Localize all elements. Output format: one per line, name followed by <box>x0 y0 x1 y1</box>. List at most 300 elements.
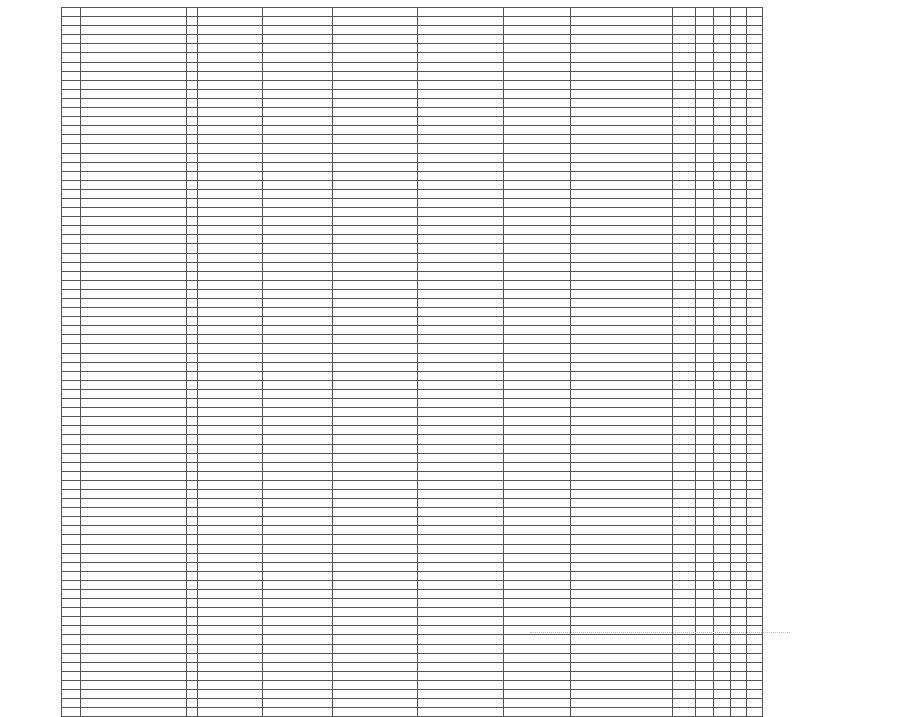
table-cell <box>80 517 186 526</box>
table-cell <box>80 117 186 126</box>
table-cell <box>714 371 730 380</box>
table-cell <box>62 198 81 207</box>
table-cell <box>672 562 695 571</box>
table-cell <box>80 444 186 453</box>
table-cell <box>186 98 198 107</box>
table-cell <box>695 690 714 699</box>
table-cell <box>332 453 418 462</box>
table-cell <box>730 508 746 517</box>
table-cell <box>418 526 504 535</box>
table-cell <box>714 699 730 708</box>
table-row <box>62 226 763 235</box>
table-row <box>62 644 763 653</box>
table-row <box>62 98 763 107</box>
table-cell <box>730 8 746 17</box>
table-cell <box>503 626 570 635</box>
table-cell <box>672 599 695 608</box>
table-cell <box>263 480 332 489</box>
table-cell <box>62 271 81 280</box>
table-cell <box>418 644 504 653</box>
table-cell <box>695 280 714 289</box>
table-cell <box>672 208 695 217</box>
table-cell <box>186 690 198 699</box>
table-cell <box>714 389 730 398</box>
table-cell <box>570 435 672 444</box>
table-cell <box>730 617 746 626</box>
table-cell <box>263 708 332 717</box>
table-row <box>62 8 763 17</box>
table-cell <box>332 308 418 317</box>
table-cell <box>672 453 695 462</box>
table-cell <box>186 144 198 153</box>
table-cell <box>672 362 695 371</box>
table-cell <box>332 244 418 253</box>
table-cell <box>503 517 570 526</box>
table-cell <box>746 499 762 508</box>
table-cell <box>730 544 746 553</box>
table-cell <box>263 571 332 580</box>
table-cell <box>730 89 746 98</box>
table-cell <box>62 26 81 35</box>
table-cell <box>503 526 570 535</box>
table-cell <box>714 471 730 480</box>
table-cell <box>418 153 504 162</box>
table-cell <box>186 235 198 244</box>
table-cell <box>672 17 695 26</box>
table-cell <box>263 499 332 508</box>
table-cell <box>80 153 186 162</box>
table-cell <box>730 71 746 80</box>
table-cell <box>695 180 714 189</box>
table-cell <box>503 171 570 180</box>
table-cell <box>186 62 198 71</box>
table-cell <box>570 480 672 489</box>
table-cell <box>503 217 570 226</box>
table-cell <box>186 289 198 298</box>
table-cell <box>198 408 263 417</box>
table-cell <box>198 680 263 689</box>
table-cell <box>746 17 762 26</box>
table-cell <box>80 671 186 680</box>
table-cell <box>672 462 695 471</box>
table-cell <box>672 144 695 153</box>
table-cell <box>418 44 504 53</box>
table-cell <box>80 317 186 326</box>
table-cell <box>263 135 332 144</box>
table-row <box>62 262 763 271</box>
table-cell <box>80 208 186 217</box>
table-cell <box>186 599 198 608</box>
table-cell <box>62 353 81 362</box>
table-cell <box>198 435 263 444</box>
table-cell <box>332 235 418 244</box>
table-cell <box>186 571 198 580</box>
table-cell <box>332 226 418 235</box>
table-cell <box>570 117 672 126</box>
table-cell <box>746 580 762 589</box>
table-cell <box>730 135 746 144</box>
table-cell <box>332 299 418 308</box>
table-cell <box>570 280 672 289</box>
table-cell <box>695 626 714 635</box>
table-cell <box>80 308 186 317</box>
table-cell <box>62 280 81 289</box>
table-cell <box>746 353 762 362</box>
table-cell <box>714 144 730 153</box>
table-cell <box>570 17 672 26</box>
table-cell <box>332 353 418 362</box>
table-cell <box>332 535 418 544</box>
table-cell <box>746 544 762 553</box>
table-cell <box>714 617 730 626</box>
table-cell <box>730 235 746 244</box>
table-cell <box>332 262 418 271</box>
table-cell <box>746 399 762 408</box>
table-cell <box>198 98 263 107</box>
table-cell <box>730 171 746 180</box>
table-cell <box>570 108 672 117</box>
table-cell <box>730 489 746 498</box>
table-cell <box>62 71 81 80</box>
table-cell <box>695 399 714 408</box>
table-cell <box>695 171 714 180</box>
table-cell <box>503 462 570 471</box>
table-cell <box>672 417 695 426</box>
table-cell <box>503 453 570 462</box>
table-cell <box>570 699 672 708</box>
table-cell <box>730 553 746 562</box>
table-cell <box>263 335 332 344</box>
table-cell <box>672 699 695 708</box>
table-cell <box>418 35 504 44</box>
table-row <box>62 417 763 426</box>
table-cell <box>80 8 186 17</box>
table-cell <box>695 62 714 71</box>
table-cell <box>503 35 570 44</box>
table-cell <box>714 189 730 198</box>
table-cell <box>80 453 186 462</box>
table-cell <box>695 426 714 435</box>
table-cell <box>418 708 504 717</box>
table-cell <box>570 453 672 462</box>
table-cell <box>418 89 504 98</box>
table-cell <box>714 135 730 144</box>
table-cell <box>186 708 198 717</box>
table-cell <box>570 344 672 353</box>
table-cell <box>695 44 714 53</box>
table-cell <box>730 599 746 608</box>
table-cell <box>186 126 198 135</box>
table-cell <box>62 690 81 699</box>
table-cell <box>714 71 730 80</box>
table-cell <box>80 508 186 517</box>
table-cell <box>730 262 746 271</box>
table-cell <box>263 62 332 71</box>
table-cell <box>695 71 714 80</box>
table-cell <box>198 62 263 71</box>
table-cell <box>80 608 186 617</box>
table-cell <box>730 499 746 508</box>
table-cell <box>62 517 81 526</box>
table-cell <box>186 35 198 44</box>
table-cell <box>263 562 332 571</box>
table-cell <box>570 289 672 298</box>
table-cell <box>746 235 762 244</box>
table-cell <box>186 362 198 371</box>
table-cell <box>570 553 672 562</box>
table-cell <box>746 280 762 289</box>
table-cell <box>418 417 504 426</box>
table-cell <box>672 189 695 198</box>
table-cell <box>80 499 186 508</box>
table-cell <box>503 144 570 153</box>
table-cell <box>198 326 263 335</box>
table-cell <box>198 89 263 98</box>
table-cell <box>332 499 418 508</box>
table-cell <box>503 317 570 326</box>
table-cell <box>186 580 198 589</box>
table-cell <box>503 162 570 171</box>
table-cell <box>714 17 730 26</box>
table-cell <box>714 408 730 417</box>
table-cell <box>80 244 186 253</box>
table-cell <box>503 8 570 17</box>
table-cell <box>672 226 695 235</box>
table-cell <box>186 426 198 435</box>
table-cell <box>332 108 418 117</box>
table-cell <box>730 417 746 426</box>
table-cell <box>714 335 730 344</box>
table-cell <box>62 544 81 553</box>
table-cell <box>714 8 730 17</box>
table-cell <box>186 553 198 562</box>
table-row <box>62 153 763 162</box>
table-cell <box>730 217 746 226</box>
table-cell <box>198 171 263 180</box>
table-cell <box>332 344 418 353</box>
table-cell <box>714 680 730 689</box>
table-cell <box>570 44 672 53</box>
table-cell <box>80 189 186 198</box>
table-cell <box>695 644 714 653</box>
table-cell <box>695 35 714 44</box>
table-cell <box>198 198 263 207</box>
table-cell <box>186 626 198 635</box>
table-row <box>62 144 763 153</box>
table-cell <box>418 408 504 417</box>
table-row <box>62 462 763 471</box>
table-cell <box>746 644 762 653</box>
table-cell <box>263 517 332 526</box>
table-row <box>62 571 763 580</box>
table-cell <box>503 489 570 498</box>
table-cell <box>570 308 672 317</box>
table-cell <box>503 80 570 89</box>
table-cell <box>198 517 263 526</box>
table-cell <box>695 389 714 398</box>
table-cell <box>263 362 332 371</box>
table-row <box>62 271 763 280</box>
table-cell <box>198 217 263 226</box>
table-cell <box>263 326 332 335</box>
table-cell <box>746 699 762 708</box>
table-cell <box>418 98 504 107</box>
table-cell <box>695 489 714 498</box>
table-cell <box>730 562 746 571</box>
table-cell <box>570 89 672 98</box>
table-cell <box>746 317 762 326</box>
table-cell <box>730 680 746 689</box>
table-cell <box>332 135 418 144</box>
table-row <box>62 480 763 489</box>
table-row <box>62 599 763 608</box>
table-cell <box>186 299 198 308</box>
table-cell <box>714 690 730 699</box>
table-row <box>62 35 763 44</box>
table-cell <box>62 326 81 335</box>
table-cell <box>570 380 672 389</box>
table-cell <box>695 535 714 544</box>
table-cell <box>332 271 418 280</box>
table-cell <box>263 262 332 271</box>
table-cell <box>672 708 695 717</box>
table-cell <box>332 380 418 389</box>
table-cell <box>695 571 714 580</box>
table-cell <box>263 653 332 662</box>
table-cell <box>695 508 714 517</box>
table-cell <box>570 353 672 362</box>
table-cell <box>695 362 714 371</box>
table-cell <box>198 144 263 153</box>
table-cell <box>62 262 81 271</box>
table-cell <box>746 8 762 17</box>
table-cell <box>418 71 504 80</box>
table-cell <box>695 53 714 62</box>
table-cell <box>418 480 504 489</box>
table-cell <box>570 180 672 189</box>
table-cell <box>418 135 504 144</box>
table-cell <box>746 690 762 699</box>
table-cell <box>570 562 672 571</box>
table-cell <box>263 608 332 617</box>
table-cell <box>80 262 186 271</box>
table-cell <box>332 189 418 198</box>
table-cell <box>746 189 762 198</box>
table-cell <box>570 608 672 617</box>
table-cell <box>80 17 186 26</box>
table-cell <box>503 126 570 135</box>
table-row <box>62 362 763 371</box>
table-cell <box>730 671 746 680</box>
table-cell <box>570 671 672 680</box>
table-cell <box>263 98 332 107</box>
table-cell <box>714 62 730 71</box>
table-cell <box>418 489 504 498</box>
table-cell <box>62 289 81 298</box>
table-cell <box>186 680 198 689</box>
table-cell <box>714 262 730 271</box>
table-cell <box>672 162 695 171</box>
table-cell <box>263 44 332 53</box>
table-cell <box>570 617 672 626</box>
table-cell <box>186 644 198 653</box>
table-row <box>62 162 763 171</box>
table-row <box>62 335 763 344</box>
table-cell <box>746 271 762 280</box>
table-row <box>62 235 763 244</box>
table-cell <box>418 535 504 544</box>
table-cell <box>418 198 504 207</box>
table-cell <box>263 244 332 253</box>
table-cell <box>332 435 418 444</box>
table-cell <box>62 226 81 235</box>
table-cell <box>62 35 81 44</box>
table-cell <box>570 462 672 471</box>
table-cell <box>186 417 198 426</box>
table-cell <box>570 517 672 526</box>
table-cell <box>746 535 762 544</box>
table-cell <box>672 617 695 626</box>
table-cell <box>198 690 263 699</box>
table-cell <box>62 653 81 662</box>
table-row <box>62 471 763 480</box>
table-cell <box>62 89 81 98</box>
table-cell <box>672 662 695 671</box>
table-cell <box>672 171 695 180</box>
table-cell <box>198 389 263 398</box>
table-cell <box>80 462 186 471</box>
table-cell <box>198 671 263 680</box>
table-cell <box>263 626 332 635</box>
table-cell <box>62 617 81 626</box>
table-cell <box>418 626 504 635</box>
table-cell <box>672 371 695 380</box>
table-cell <box>198 80 263 89</box>
table-cell <box>332 690 418 699</box>
table-cell <box>714 80 730 89</box>
table-cell <box>80 644 186 653</box>
table-cell <box>503 244 570 253</box>
table-cell <box>714 89 730 98</box>
table-cell <box>80 44 186 53</box>
table-cell <box>263 353 332 362</box>
table-cell <box>714 489 730 498</box>
table-cell <box>186 590 198 599</box>
table-cell <box>263 671 332 680</box>
table-cell <box>263 108 332 117</box>
table-cell <box>714 180 730 189</box>
table-cell <box>263 217 332 226</box>
table-cell <box>714 671 730 680</box>
table-cell <box>503 26 570 35</box>
table-cell <box>418 608 504 617</box>
table-row <box>62 517 763 526</box>
table-cell <box>186 380 198 389</box>
table-cell <box>198 26 263 35</box>
table-cell <box>332 526 418 535</box>
table-cell <box>332 644 418 653</box>
table-row <box>62 26 763 35</box>
table-cell <box>695 662 714 671</box>
table-cell <box>503 44 570 53</box>
table-cell <box>332 389 418 398</box>
table-cell <box>80 71 186 80</box>
table-cell <box>746 326 762 335</box>
table-cell <box>186 353 198 362</box>
table-cell <box>198 417 263 426</box>
table-cell <box>62 217 81 226</box>
table-cell <box>80 144 186 153</box>
